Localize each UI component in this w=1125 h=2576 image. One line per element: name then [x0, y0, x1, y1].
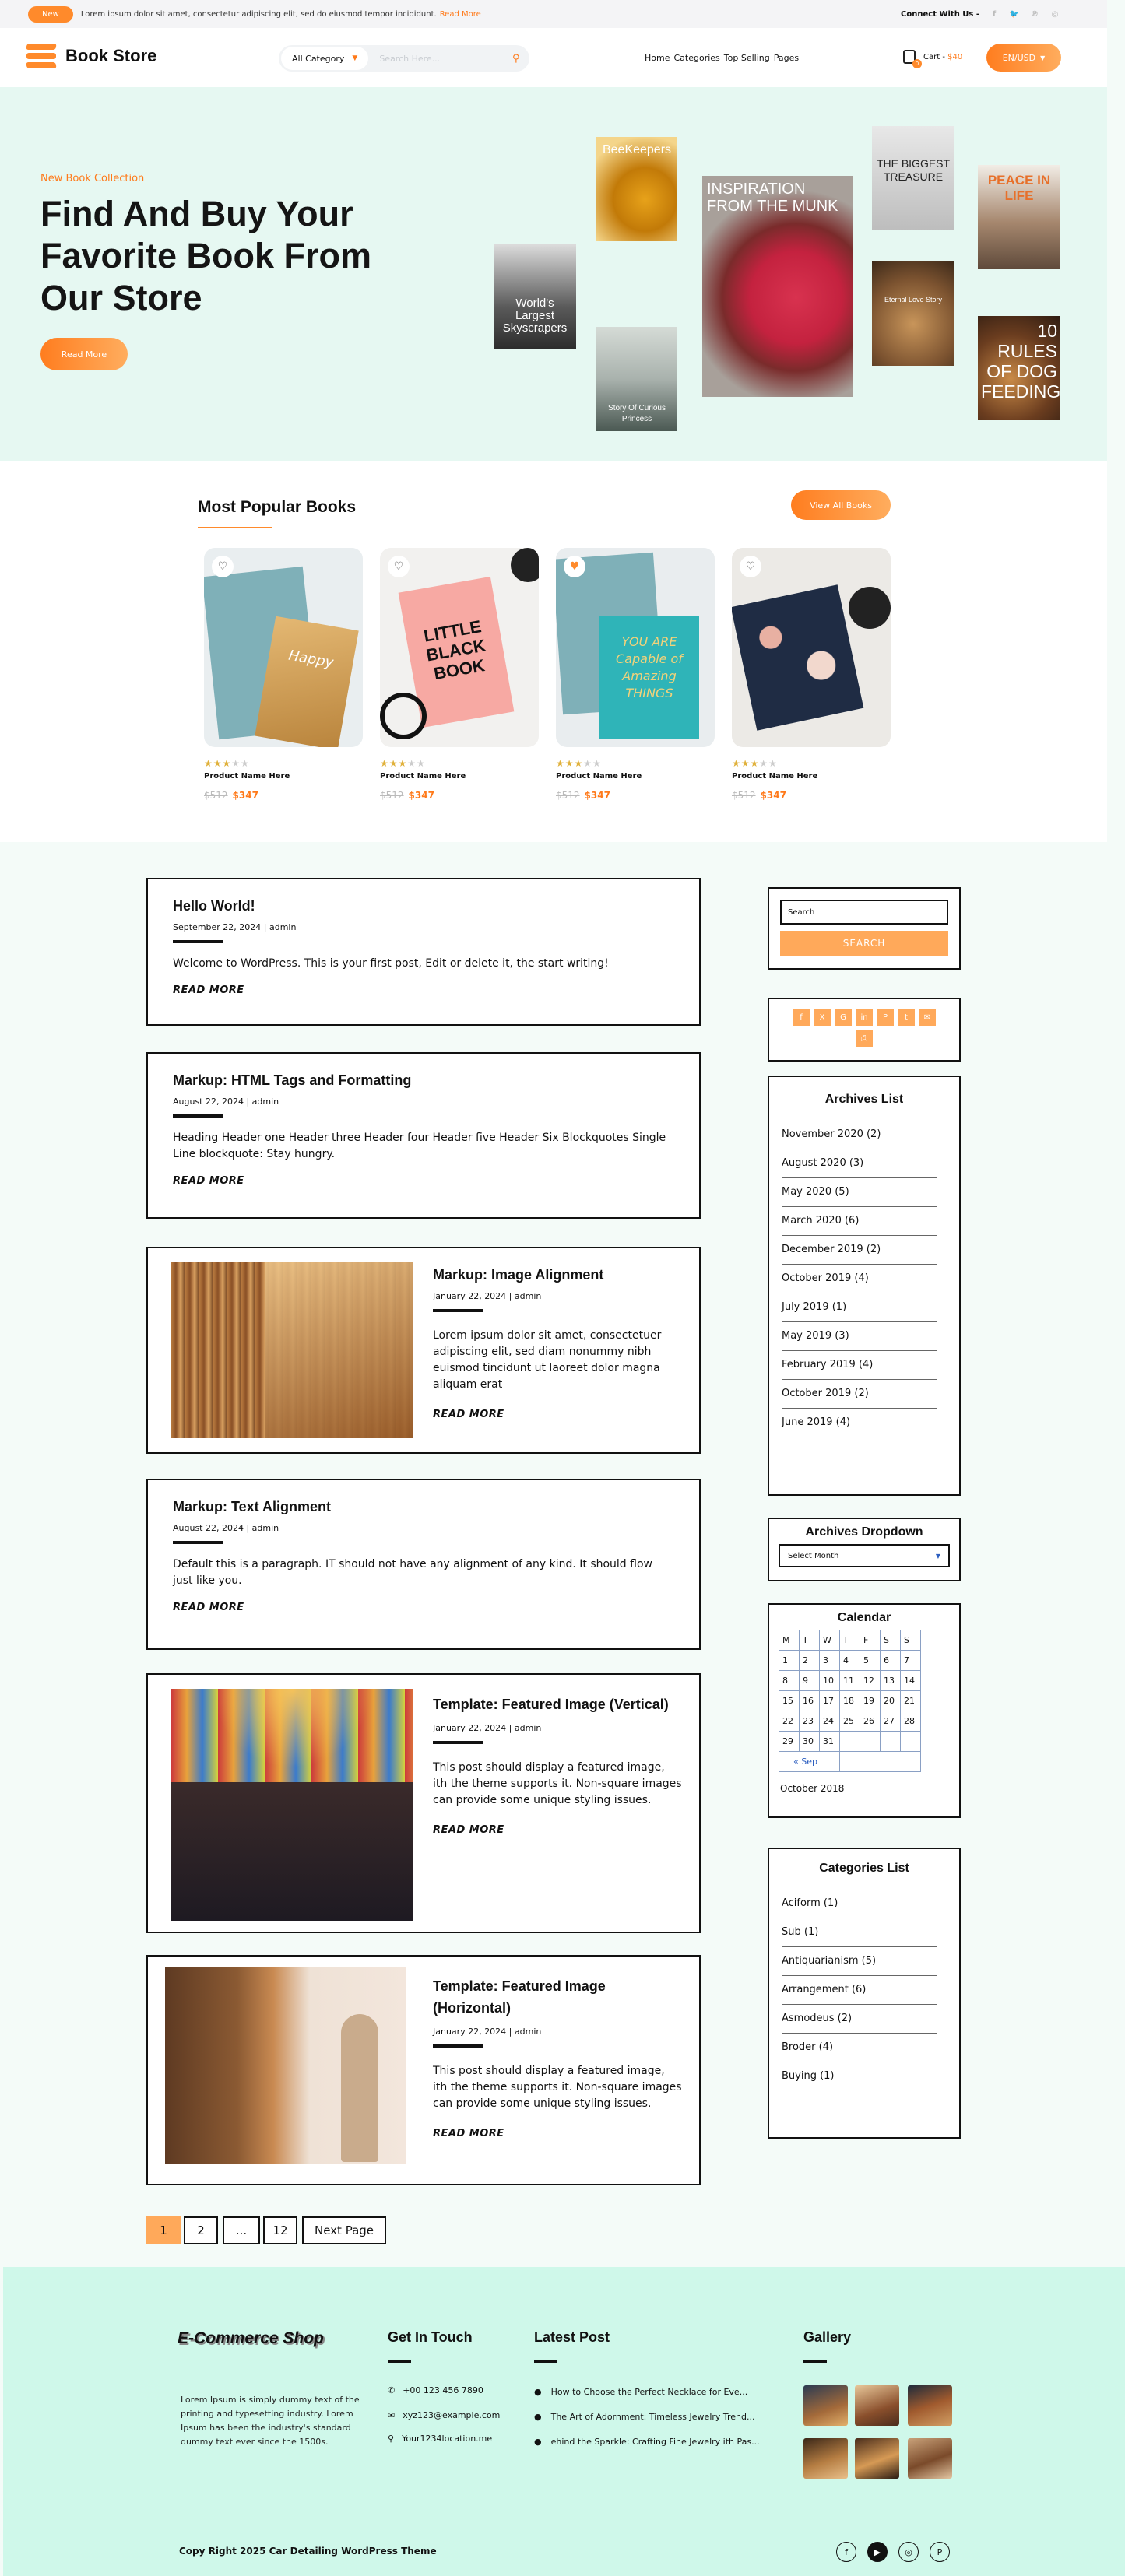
latest-post-title: ehind the Sparkle: Crafting Fine Jewelry ith Pas...	[550, 2437, 760, 2447]
calendar-day: 28	[901, 1711, 921, 1732]
announcement-read-more-link[interactable]: Read More	[439, 9, 481, 19]
nav-home[interactable]: Home	[645, 53, 670, 63]
nav-pages[interactable]: Pages	[773, 53, 800, 63]
book-cover-treasure[interactable]	[872, 126, 954, 230]
latest-post-link[interactable]	[534, 2387, 747, 2397]
page-1-button[interactable]: 1	[146, 2216, 181, 2244]
print-icon[interactable]: ⎙	[856, 1030, 873, 1047]
page-12-button[interactable]: 12	[263, 2216, 297, 2244]
calendar-day: 17	[820, 1691, 840, 1711]
cover-title: Happy	[255, 616, 358, 747]
calendar-day: 5	[860, 1651, 881, 1671]
cover-title: LITTLE BLACK BOOK	[399, 577, 515, 728]
calendar-week	[779, 1691, 921, 1711]
calendar-day	[860, 1732, 881, 1752]
view-all-books-button[interactable]: View All Books	[791, 490, 891, 520]
hero-title: Find And Buy Your Favorite Book From Our Store	[40, 194, 372, 318]
calendar-day: 25	[840, 1711, 860, 1732]
old-price: $512	[732, 790, 756, 801]
title-underline	[433, 1741, 483, 1744]
phone-text: +00 123 456 7890	[403, 2385, 483, 2395]
blog-post	[146, 1673, 701, 1933]
calendar-header-row	[779, 1630, 921, 1651]
product-image[interactable]	[732, 548, 891, 747]
calendar-day: 24	[820, 1711, 840, 1732]
product-name: Product Name Here	[204, 772, 290, 781]
heading-underline	[388, 2360, 411, 2363]
nav-top-selling[interactable]: Top Selling	[723, 53, 770, 63]
blog-post	[146, 878, 701, 1026]
book-cover-eternal-love[interactable]	[872, 261, 954, 366]
read-more-link[interactable]: READ MORE	[173, 1175, 244, 1187]
read-more-link[interactable]: READ MORE	[433, 1824, 504, 1836]
calendar-day: 26	[860, 1711, 881, 1732]
day-header: W	[820, 1630, 840, 1651]
cover-title: YOU ARE Capable of Amazing THINGS	[599, 616, 699, 739]
contact-phone[interactable]	[388, 2385, 483, 2395]
search-widget	[768, 887, 961, 970]
calendar-day: 30	[800, 1732, 820, 1752]
archive-link[interactable]: February 2019 (4)	[782, 1351, 937, 1380]
bullet-icon: ●	[534, 2387, 542, 2397]
contact-location[interactable]	[388, 2434, 492, 2444]
day-header: M	[779, 1630, 800, 1651]
read-more-link[interactable]: READ MORE	[433, 2128, 504, 2139]
post-excerpt: This post should display a featured image, ith the theme supports it. Non-square images can provide some unique styling issues.	[433, 1761, 682, 1806]
post-excerpt: Welcome to WordPress. This is your first post, Edit or delete it, the start writing!	[173, 957, 609, 970]
search-bar	[279, 45, 529, 72]
gallery-image[interactable]	[803, 2438, 848, 2479]
archive-link[interactable]: December 2019 (2)	[782, 1236, 937, 1265]
widget-title: Calendar	[837, 1611, 891, 1624]
calendar-day: 9	[800, 1671, 820, 1691]
calendar-day: 3	[820, 1651, 840, 1671]
post-meta: January 22, 2024 | admin	[433, 1291, 542, 1301]
book-cover-munk[interactable]	[702, 176, 853, 397]
chevron-down-icon: ▼	[352, 54, 358, 62]
post-title[interactable]: Markup: Text Alignment	[173, 1499, 332, 1514]
calendar-widget	[768, 1603, 961, 1818]
month-select[interactable]	[779, 1544, 950, 1567]
old-price: $512	[380, 790, 404, 801]
sale-price: $347	[408, 790, 434, 801]
calendar-day: 15	[779, 1691, 800, 1711]
x-icon[interactable]: X	[814, 1009, 831, 1026]
archives-widget	[768, 1076, 961, 1496]
calendar-day: 18	[840, 1691, 860, 1711]
title-underline	[173, 1114, 223, 1118]
chevron-down-icon: ▼	[935, 1552, 940, 1560]
latest-post-title: How to Choose the Perfect Necklace for Eve...	[550, 2387, 748, 2397]
archive-link[interactable]: October 2019 (2)	[782, 1380, 937, 1409]
blog-post	[146, 1052, 701, 1219]
category-link[interactable]: Buying (1)	[782, 2070, 835, 2082]
post-meta: January 22, 2024 | admin	[433, 2027, 542, 2037]
product-price	[380, 790, 539, 801]
cover-title: World's Largest Skyscrapers	[502, 297, 568, 335]
email-icon[interactable]: ✉	[919, 1009, 936, 1026]
categories-list	[769, 1890, 959, 2090]
nav-categories[interactable]: Categories	[673, 53, 720, 63]
day-header: S	[881, 1630, 901, 1651]
calendar-day: 8	[779, 1671, 800, 1691]
facebook-icon[interactable]: f	[836, 2542, 856, 2562]
month-select-value: Select Month	[788, 1551, 839, 1560]
copyright-text: Copy Right 2025 Car Detailing WordPress Theme	[179, 2546, 437, 2557]
post-title[interactable]: Template: Featured Image (Vertical)	[433, 1697, 669, 1712]
title-underline	[173, 1541, 223, 1544]
announcement-message: Lorem ipsum dolor sit amet, consectetur adipiscing elit, sed do eiusmod tempor incididunt.	[80, 9, 437, 19]
post-content	[433, 1693, 682, 1836]
day-header: S	[901, 1630, 921, 1651]
calendar-day: 23	[800, 1711, 820, 1732]
connect-social	[901, 0, 1060, 28]
section-title: Most Popular Books	[198, 498, 357, 516]
cover-title: Story Of Curious Princess	[608, 404, 666, 423]
product-name: Product Name Here	[732, 772, 818, 781]
calendar-day: 20	[881, 1691, 901, 1711]
widget-title: Archives List	[824, 1093, 904, 1106]
pinterest-icon[interactable]: P	[930, 2542, 950, 2562]
sidebar-search-input[interactable]: Search	[780, 900, 948, 925]
search-input[interactable]: Search Here...	[379, 53, 441, 64]
post-image[interactable]	[171, 1262, 413, 1438]
old-price: $512	[556, 790, 580, 801]
calendar-day: 27	[881, 1711, 901, 1732]
calendar-day	[881, 1732, 901, 1752]
contact-email[interactable]	[388, 2410, 500, 2420]
hero-subtitle: New Book Collection	[40, 173, 145, 184]
announcement-bar	[0, 0, 1107, 28]
site-logo[interactable]	[26, 44, 156, 68]
category-link[interactable]: Arrangement (6)	[782, 1976, 937, 2005]
post-content	[433, 1975, 682, 2139]
title-underline	[433, 1309, 483, 1312]
heart-icon[interactable]: ♡	[388, 556, 410, 577]
bullet-icon: ●	[534, 2412, 542, 2422]
calendar-day: 1	[779, 1651, 800, 1671]
heart-icon[interactable]: ♥	[564, 556, 585, 577]
read-more-link[interactable]: READ MORE	[173, 984, 244, 996]
archives-dropdown-widget	[768, 1518, 961, 1581]
rating-stars: ★★★★★	[380, 758, 426, 769]
categories-widget	[768, 1848, 961, 2139]
currency-value: EN/USD	[1002, 52, 1036, 63]
blog-post	[146, 1479, 701, 1650]
google-icon[interactable]: G	[835, 1009, 852, 1026]
calendar-day: 21	[901, 1691, 921, 1711]
calendar-day: 16	[800, 1691, 820, 1711]
cover-title: Eternal Love Story	[884, 296, 943, 304]
calendar-week	[779, 1732, 921, 1752]
mail-icon: ✉	[388, 2410, 396, 2420]
pinterest-icon[interactable]: ℗	[1031, 9, 1039, 19]
product-price	[204, 790, 363, 801]
calendar-week	[779, 1671, 921, 1691]
rating-stars: ★★★★★	[556, 758, 602, 769]
new-badge: New	[28, 6, 73, 23]
post-title[interactable]: Template: Featured Image (Horizontal)	[433, 1978, 606, 2016]
post-meta: August 22, 2024 | admin	[173, 1523, 279, 1533]
cover-title: PEACE IN LIFE	[987, 173, 1051, 203]
books-icon	[26, 44, 56, 68]
blog-post	[146, 1247, 701, 1454]
book-cover-skyscrapers[interactable]	[494, 244, 576, 349]
page-2-button[interactable]: 2	[184, 2216, 218, 2244]
calendar-day: 2	[800, 1651, 820, 1671]
footer-about: Lorem Ipsum is simply dummy text of the printing and typesetting industry. Lorem Ipsum has been the industry's standard dummy text ever since the 1500s.	[181, 2395, 360, 2447]
post-meta: August 22, 2024 | admin	[173, 1097, 279, 1107]
archives-list	[769, 1121, 959, 1437]
cart-text: Cart	[923, 52, 940, 61]
post-excerpt: Default this is a paragraph. IT should not have any alignment of any kind. It should flow just like you.	[173, 1558, 652, 1587]
hero-section	[0, 87, 1107, 461]
post-title[interactable]: Markup: HTML Tags and Formatting	[173, 1072, 412, 1088]
location-pin-icon: ⚲	[388, 2434, 395, 2444]
heart-icon[interactable]: ♡	[212, 556, 234, 577]
calendar-day: 31	[820, 1732, 840, 1752]
archive-link[interactable]: July 2019 (1)	[782, 1293, 937, 1322]
old-price: $512	[204, 790, 228, 801]
post-image[interactable]	[165, 1967, 406, 2164]
calendar-day: 29	[779, 1732, 800, 1752]
brand-name: Book Store	[65, 46, 157, 65]
calendar-day	[840, 1732, 860, 1752]
post-meta: September 22, 2024 | admin	[173, 922, 297, 932]
latest-post-title: The Art of Adornment: Timeless Jewelry Trend...	[550, 2412, 755, 2422]
cover-title: 10 RULES OF DOG FEEDING	[981, 321, 1060, 402]
calendar-cell	[860, 1752, 921, 1772]
share-widget	[768, 998, 961, 1062]
tumblr-icon[interactable]: t	[898, 1009, 915, 1026]
archive-link[interactable]: June 2019 (4)	[782, 1416, 851, 1428]
title-underline	[198, 527, 272, 528]
calendar-nav-row	[779, 1752, 921, 1772]
latest-post-link[interactable]	[534, 2437, 760, 2447]
heart-icon[interactable]: ♡	[740, 556, 761, 577]
bullet-icon: ●	[534, 2437, 542, 2447]
linkedin-icon[interactable]: in	[856, 1009, 873, 1026]
calendar-caption: October 2018	[780, 1783, 845, 1794]
cover-title: INSPIRATION FROM THE MUNK	[707, 181, 838, 215]
calendar-day: 7	[901, 1651, 921, 1671]
archive-link[interactable]: November 2020 (2)	[782, 1121, 937, 1149]
calendar-day: 14	[901, 1671, 921, 1691]
product-name: Product Name Here	[556, 772, 642, 781]
search-icon[interactable]: ⚲	[512, 52, 520, 65]
gallery-image[interactable]	[855, 2438, 899, 2479]
instagram-icon[interactable]: ◎	[1051, 9, 1059, 19]
cover-title: BeeKeepers	[602, 143, 672, 156]
main-nav	[645, 53, 799, 63]
heading-underline	[534, 2360, 557, 2363]
pinterest-icon[interactable]: P	[877, 1009, 894, 1026]
calendar-prev-link[interactable]: « Sep	[779, 1752, 840, 1772]
product-price	[732, 790, 891, 801]
page-ellipsis: ...	[223, 2216, 260, 2244]
gallery-image[interactable]	[855, 2385, 899, 2426]
book-cover-princess[interactable]	[596, 327, 677, 431]
instagram-icon[interactable]: ◎	[898, 2542, 919, 2562]
calendar-week	[779, 1711, 921, 1732]
connect-label: Connect With Us -	[901, 9, 979, 19]
post-title[interactable]: Hello World!	[173, 898, 255, 914]
product-image[interactable]	[556, 548, 715, 747]
site-footer	[3, 2267, 1125, 2576]
popular-books-section	[0, 461, 1107, 842]
archive-link[interactable]: August 2020 (3)	[782, 1149, 937, 1178]
book-cover-peace[interactable]	[978, 165, 1060, 269]
post-title[interactable]: Markup: Image Alignment	[433, 1267, 604, 1283]
footer-heading: Get In Touch	[388, 2329, 473, 2345]
post-excerpt: Lorem ipsum dolor sit amet, consectetuer adipiscing elit, sed diam nonummy nibh euismod tincidunt ut laoreet dolor magna aliquam erat	[433, 1329, 662, 1391]
product-card[interactable]	[380, 548, 539, 801]
cart-button[interactable]	[903, 50, 963, 67]
gallery-image[interactable]	[803, 2385, 848, 2426]
product-card[interactable]	[556, 548, 715, 801]
twitter-icon[interactable]: 🐦	[1009, 9, 1020, 19]
archive-link[interactable]: March 2020 (6)	[782, 1207, 937, 1236]
phone-icon: ✆	[388, 2385, 396, 2395]
cart-label: Cart - $40	[923, 52, 963, 61]
cart-price: $40	[947, 52, 963, 61]
youtube-icon[interactable]: ▶	[867, 2542, 888, 2562]
calendar-day	[901, 1732, 921, 1752]
category-value: All Category	[292, 53, 345, 64]
category-select[interactable]	[281, 47, 368, 70]
category-link[interactable]: Asmodeus (2)	[782, 2005, 937, 2034]
category-link[interactable]: Aciform (1)	[782, 1890, 937, 1918]
latest-post-link[interactable]	[534, 2412, 755, 2422]
share-icons	[785, 1009, 944, 1047]
facebook-icon[interactable]: f	[793, 1009, 810, 1026]
heading-underline	[803, 2360, 827, 2363]
rating-stars: ★★★★★	[732, 758, 778, 769]
sale-price: $347	[232, 790, 258, 801]
cover-title: THE BIGGEST TREASURE	[876, 157, 951, 183]
calendar-week	[779, 1651, 921, 1671]
post-image[interactable]	[171, 1689, 413, 1921]
calendar-day: 10	[820, 1671, 840, 1691]
title-underline	[433, 2044, 483, 2048]
read-more-link[interactable]: READ MORE	[433, 1409, 504, 1420]
currency-select[interactable]	[986, 44, 1061, 72]
day-header: F	[860, 1630, 881, 1651]
calendar-day: 4	[840, 1651, 860, 1671]
post-excerpt: Heading Header one Header three Header four Header five Header Six Blockquotes Single Line blockquote: Stay hungry.	[173, 1132, 666, 1160]
cart-count: 0	[912, 59, 922, 68]
calendar-table	[779, 1630, 921, 1772]
calendar-day: 12	[860, 1671, 881, 1691]
calendar-day: 13	[881, 1671, 901, 1691]
calendar-day: 11	[840, 1671, 860, 1691]
footer-brand: E-Commerce Shop	[178, 2329, 324, 2347]
next-page-button[interactable]: Next Page	[302, 2216, 386, 2244]
footer-heading: Latest Post	[534, 2329, 610, 2345]
announcement-text	[81, 10, 481, 19]
product-price	[556, 790, 715, 801]
site-header	[0, 28, 1107, 87]
read-more-link[interactable]: READ MORE	[173, 1602, 244, 1613]
post-meta: January 22, 2024 | admin	[433, 1723, 542, 1733]
gallery-image[interactable]	[908, 2385, 952, 2426]
archive-link[interactable]: May 2019 (3)	[782, 1322, 937, 1351]
rating-stars: ★★★★★	[204, 758, 250, 769]
day-header: T	[800, 1630, 820, 1651]
gallery-image[interactable]	[908, 2438, 952, 2479]
widget-title: Archives Dropdown	[805, 1525, 923, 1539]
widget-title: Categories List	[819, 1862, 909, 1875]
sidebar-search-button[interactable]: SEARCH	[780, 931, 948, 956]
archive-link[interactable]: May 2020 (5)	[782, 1178, 937, 1207]
cart-icon	[903, 50, 919, 67]
calendar-day: 19	[860, 1691, 881, 1711]
post-content	[433, 1267, 682, 1420]
sale-price: $347	[584, 790, 610, 801]
product-card[interactable]	[732, 548, 891, 801]
email-text: xyz123@example.com	[403, 2410, 501, 2420]
chevron-down-icon: ▼	[1040, 54, 1046, 61]
footer-heading: Gallery	[803, 2329, 852, 2345]
product-name: Product Name Here	[380, 772, 466, 781]
title-underline	[173, 940, 223, 943]
archive-link[interactable]: October 2019 (4)	[782, 1265, 937, 1293]
hero-read-more-button[interactable]: Read More	[40, 338, 128, 370]
calendar-day: 6	[881, 1651, 901, 1671]
product-image[interactable]	[204, 548, 363, 747]
post-excerpt: This post should display a featured image, ith the theme supports it. Non-square images can provide some unique styling issues.	[433, 2065, 682, 2110]
location-text: Your1234location.me	[402, 2434, 493, 2444]
calendar-day: 22	[779, 1711, 800, 1732]
product-image[interactable]	[380, 548, 539, 747]
calendar-cell	[840, 1752, 860, 1772]
category-link[interactable]: Antiquarianism (5)	[782, 1947, 937, 1976]
category-link[interactable]: Sub (1)	[782, 1918, 937, 1947]
day-header: T	[840, 1630, 860, 1651]
sale-price: $347	[760, 790, 786, 801]
book-cover-beekeepers[interactable]	[596, 137, 677, 241]
facebook-icon[interactable]: f	[992, 9, 997, 19]
category-link[interactable]: Broder (4)	[782, 2034, 937, 2062]
book-cover-dog-feeding[interactable]	[978, 316, 1060, 420]
blog-post	[146, 1955, 701, 2185]
product-card[interactable]	[204, 548, 363, 801]
